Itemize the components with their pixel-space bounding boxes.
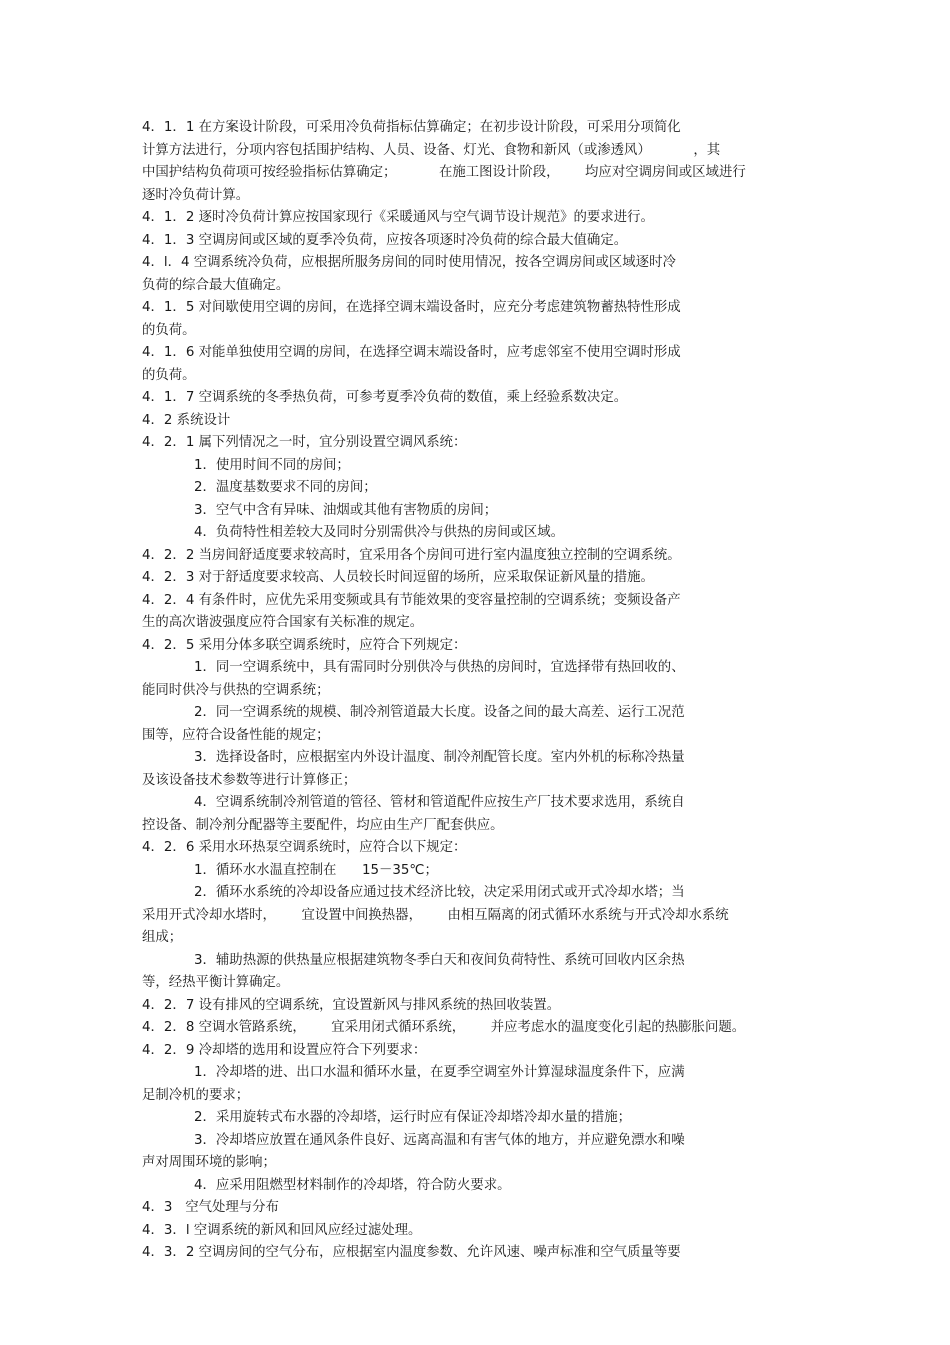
text-line: 4．2．2 当房间舒适度要求较高时，宜采用各个房间可进行室内温度独立控制的空调系统。	[142, 547, 681, 563]
list-item-line: 1．同一空调系统中，具有需同时分别供冷与供热的房间时，宜选择带有热回收的、	[194, 660, 685, 675]
text-line: 4．3．2 空调房间的空气分布，应根据室内温度参数、允许风速、噪声标准和空气质量等要	[142, 1245, 681, 1260]
list-item-line: 4．负荷特性相差较大及同时分别需供冷与供热的房间或区域。	[194, 525, 565, 540]
list-item-line: 1．循环水水温直控制在 15－35℃；	[194, 862, 438, 878]
text-line: 4．2．6 采用水环热泵空调系统时，应符合以下规定：	[142, 840, 467, 855]
list-item-line: 4．空调系统制冷剂管道的管径、管材和管道配件应按生产厂技术要求选用，系统自	[194, 795, 685, 810]
document-body	[142, 117, 812, 1265]
text-line: 4．1．1 在方案设计阶段，可采用冷负荷指标估算确定；在初步设计阶段，可采用分项简化	[142, 120, 681, 135]
text-line: 生的高次谐波强度应符合国家有关标准的规定。	[142, 615, 424, 630]
text-line: 4．1．5 对间歇使用空调的房间，在选择空调末端设备时，应充分考虑建筑物蓄热特性形成	[142, 300, 681, 315]
text-line: 4．2．1 属下列情况之一时，宜分别设置空调风系统：	[142, 435, 467, 450]
text-line: 中国护结构负荷项可按经验指标估算确定； 在施工图设计阶段， 均应对空调房间或区域进行	[142, 165, 746, 180]
text-line: 4．2．4 有条件时，应优先采用变频或具有节能效果的变容量控制的空调系统；变频设备产	[142, 592, 681, 608]
text-line: 4．1．3 空调房间或区域的夏季冷负荷，应按各项逐时冷负荷的综合最大值确定。	[142, 232, 628, 248]
text-line: 4．1．2 逐时冷负荷计算应按国家现行《采暖通风与空气调节设计规范》的要求进行。	[142, 210, 654, 225]
text-line: 4．2．7 设有排风的空调系统，宜设置新风与排风系统的热回收装置。	[142, 997, 561, 1013]
list-item-line: 2．循环水系统的冷却设备应通过技术经济比较，决定采用闭式或开式冷却水塔；当	[194, 885, 685, 900]
list-item-line: 3．冷却塔应放置在通风条件良好、远离高温和有害气体的地方，并应避免漂水和噪	[194, 1132, 685, 1148]
text-line: 组成；	[142, 930, 183, 945]
list-item-line: 3．空气中含有异味、油烟或其他有害物质的房间；	[194, 502, 498, 518]
list-item-line: 2．采用旋转式布水器的冷却塔，运行时应有保证冷却塔冷却水量的措施；	[194, 1110, 632, 1125]
text-line: 的负荷。	[142, 367, 196, 383]
text-line: 足制冷机的要求；	[142, 1087, 250, 1103]
text-line: 4．2．5 采用分体多联空调系统时，应符合下列规定：	[142, 637, 467, 653]
list-item-line: 3．选择设备时，应根据室内外设计温度、制冷剂配管长度。室内外机的标称冷热量	[194, 750, 685, 765]
text-line: 声对周围环境的影响；	[142, 1155, 276, 1170]
text-line: 4．2．8 空调水管路系统， 宜采用闭式循环系统， 并应考虑水的温度变化引起的热膨胀问题。	[142, 1020, 746, 1035]
text-line: 能同时供冷与供热的空调系统；	[142, 682, 330, 698]
text-line: 4．1．6 对能单独使用空调的房间，在选择空调末端设备时，应考虑邻室不使用空调时形成	[142, 345, 681, 360]
list-item-line: 4．应采用阻燃型材料制作的冷却塔，符合防火要求。	[194, 1177, 511, 1193]
list-item-line: 2．温度基数要求不同的房间；	[194, 480, 377, 495]
text-line: 采用开式冷却水塔时， 宜设置中间换热器， 由相互隔离的闭式循环水系统与开式冷却水系统	[142, 907, 729, 923]
text-line: 等，经热平衡计算确定。	[142, 975, 290, 990]
text-line: 4．1．7 空调系统的冬季热负荷，可参考夏季冷负荷的数值，乘上经验系数决定。	[142, 390, 628, 405]
text-line: 及该设备技术参数等进行计算修正；	[142, 772, 357, 788]
list-item-line: 1．冷却塔的进、出口水温和循环水量，在夏季空调室外计算湿球温度条件下，应满	[194, 1065, 685, 1080]
text-line: 控设备、制冷剂分配器等主要配件，均应由生产厂配套供应。	[142, 817, 504, 833]
text-line: 计算方法进行，分项内容包括围护结构、人员、设备、灯光、食物和新风（或渗透风） ，其	[142, 142, 721, 158]
text-line: 逐时冷负荷计算。	[142, 187, 250, 203]
text-line: 4．3．l 空调系统的新风和回风应经过滤处理。	[142, 1222, 422, 1238]
text-line: 的负荷。	[142, 322, 196, 338]
text-line: 4．2．3 对于舒适度要求较高、人员较长时间逗留的场所，应采取保证新风量的措施。	[142, 570, 654, 585]
list-item-line: 1．使用时间不同的房间；	[194, 457, 350, 473]
text-line: 围等，应符合设备性能的规定；	[142, 727, 330, 743]
text-line: 4．l．4 空调系统冷负荷，应根据所服务房间的同时使用情况，按各空调房间或区域逐时冷	[142, 255, 676, 270]
text-line: 负荷的综合最大值确定。	[142, 277, 290, 293]
list-item-line: 3．辅助热源的供热量应根据建筑物冬季白天和夜间负荷特性、系统可回收内区余热	[194, 952, 685, 968]
text-line: 4．3 空气处理与分布	[142, 1200, 279, 1215]
text-line: 4．2 系统设计	[142, 412, 231, 428]
text-line: 4．2．9 冷却塔的选用和设置应符合下列要求：	[142, 1042, 427, 1058]
list-item-line: 2．同一空调系统的规模、制冷剂管道最大长度。设备之间的最大高差、运行工况范	[194, 705, 685, 720]
